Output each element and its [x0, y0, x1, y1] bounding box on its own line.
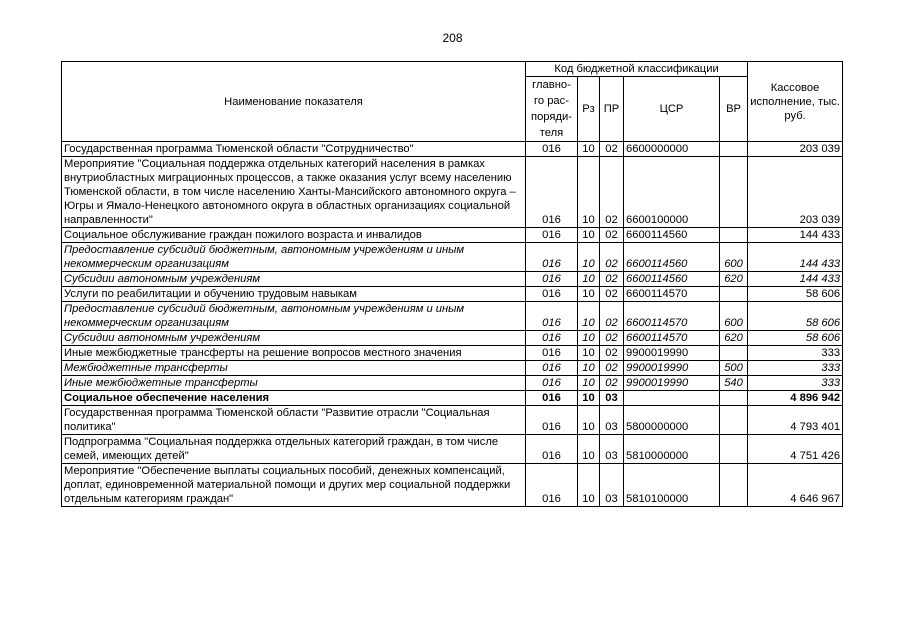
row-name: Мероприятие "Обеспечение выплаты социальных пособий, денежных компенсаций, доплат, единовременной материальной помощи и других мер социальной поддержки отдельным категориям граждан" [62, 464, 526, 507]
row-rz: 10 [578, 287, 600, 302]
row-csr: 9900019990 [624, 346, 720, 361]
row-glavny: 016 [526, 228, 578, 243]
row-vr [720, 228, 748, 243]
row-glavny: 016 [526, 272, 578, 287]
row-csr: 6600100000 [624, 157, 720, 228]
table-row [62, 406, 843, 435]
row-pr: 02 [600, 157, 624, 228]
row-amount: 4 896 942 [748, 391, 843, 406]
header-code-group: Код бюджетной классификации [526, 62, 748, 77]
row-glavny: 016 [526, 302, 578, 331]
table-row [62, 142, 843, 157]
row-csr: 6600114570 [624, 302, 720, 331]
row-rz: 10 [578, 272, 600, 287]
row-glavny: 016 [526, 157, 578, 228]
row-vr: 540 [720, 376, 748, 391]
row-pr: 02 [600, 228, 624, 243]
row-amount: 144 433 [748, 243, 843, 272]
row-rz: 10 [578, 346, 600, 361]
row-pr: 02 [600, 346, 624, 361]
table-row [62, 228, 843, 243]
row-pr: 02 [600, 287, 624, 302]
page-number: 208 [442, 31, 463, 45]
row-rz: 10 [578, 142, 600, 157]
row-rz: 10 [578, 406, 600, 435]
table-row [62, 346, 843, 361]
row-name: Предоставление субсидий бюджетным, автономным учреждениям и иным некоммерческим организациям [62, 243, 526, 272]
row-name: Иные межбюджетные трансферты на решение вопросов местного значения [62, 346, 526, 361]
row-csr: 5810000000 [624, 435, 720, 464]
row-vr [720, 142, 748, 157]
row-glavny: 016 [526, 142, 578, 157]
row-amount: 144 433 [748, 272, 843, 287]
row-name: Межбюджетные трансферты [62, 361, 526, 376]
row-glavny: 016 [526, 346, 578, 361]
row-csr: 6600114560 [624, 228, 720, 243]
row-pr: 02 [600, 142, 624, 157]
row-rz: 10 [578, 157, 600, 228]
row-amount: 333 [748, 361, 843, 376]
row-glavny: 016 [526, 361, 578, 376]
row-csr: 6600114560 [624, 272, 720, 287]
row-amount: 203 039 [748, 157, 843, 228]
row-pr: 02 [600, 331, 624, 346]
row-amount: 58 606 [748, 331, 843, 346]
row-name: Подпрограмма "Социальная поддержка отдельных категорий граждан, в том числе семей, имеющих детей" [62, 435, 526, 464]
header-rz: Рз [578, 77, 600, 142]
table-row [62, 331, 843, 346]
row-pr: 02 [600, 243, 624, 272]
row-pr: 02 [600, 376, 624, 391]
row-csr: 6600114570 [624, 331, 720, 346]
row-name: Услуги по реабилитации и обучению трудовым навыкам [62, 287, 526, 302]
row-vr: 620 [720, 272, 748, 287]
row-rz: 10 [578, 302, 600, 331]
row-csr: 5810100000 [624, 464, 720, 507]
table-row [62, 361, 843, 376]
row-name: Иные межбюджетные трансферты [62, 376, 526, 391]
table-row [62, 464, 843, 507]
row-amount: 4 751 426 [748, 435, 843, 464]
row-csr: 9900019990 [624, 361, 720, 376]
row-glavny: 016 [526, 464, 578, 507]
header-csr: ЦСР [624, 77, 720, 142]
row-pr: 03 [600, 464, 624, 507]
row-glavny: 016 [526, 287, 578, 302]
table-row [62, 376, 843, 391]
table-row [62, 435, 843, 464]
row-vr: 620 [720, 331, 748, 346]
header-vr: ВР [720, 77, 748, 142]
row-csr [624, 391, 720, 406]
header-glavny: главно- го рас- поряди- теля [526, 77, 578, 142]
row-rz: 10 [578, 391, 600, 406]
row-glavny: 016 [526, 391, 578, 406]
row-amount: 203 039 [748, 142, 843, 157]
row-vr [720, 287, 748, 302]
budget-table [61, 61, 843, 507]
row-rz: 10 [578, 243, 600, 272]
table-row [62, 287, 843, 302]
row-vr [720, 157, 748, 228]
table-row [62, 302, 843, 331]
row-name: Субсидии автономным учреждениям [62, 272, 526, 287]
row-glavny: 016 [526, 331, 578, 346]
row-name: Социальное обслуживание граждан пожилого возраста и инвалидов [62, 228, 526, 243]
table-row [62, 272, 843, 287]
row-vr [720, 346, 748, 361]
row-glavny: 016 [526, 406, 578, 435]
row-vr: 600 [720, 302, 748, 331]
row-vr: 500 [720, 361, 748, 376]
row-vr [720, 435, 748, 464]
row-rz: 10 [578, 228, 600, 243]
row-vr [720, 406, 748, 435]
row-amount: 58 606 [748, 302, 843, 331]
header-pr: ПР [600, 77, 624, 142]
table-row [62, 243, 843, 272]
table-row [62, 157, 843, 228]
row-name: Субсидии автономным учреждениям [62, 331, 526, 346]
row-glavny: 016 [526, 243, 578, 272]
header-name: Наименование показателя [62, 62, 526, 142]
row-csr: 6600114560 [624, 243, 720, 272]
row-amount: 58 606 [748, 287, 843, 302]
row-rz: 10 [578, 435, 600, 464]
row-glavny: 016 [526, 376, 578, 391]
row-rz: 10 [578, 361, 600, 376]
row-csr: 9900019990 [624, 376, 720, 391]
row-name: Предоставление субсидий бюджетным, автономным учреждениям и иным некоммерческим организациям [62, 302, 526, 331]
row-amount: 333 [748, 346, 843, 361]
row-name: Социальное обеспечение населения [62, 391, 526, 406]
row-pr: 03 [600, 406, 624, 435]
row-pr: 02 [600, 302, 624, 331]
row-name: Государственная программа Тюменской области "Развитие отрасли "Социальная политика" [62, 406, 526, 435]
table-row [62, 391, 843, 406]
row-rz: 10 [578, 376, 600, 391]
row-rz: 10 [578, 464, 600, 507]
row-name: Мероприятие "Социальная поддержка отдельных категорий населения в рамках внутриобластных миграционных процессов, а также оказания услуг всему населению Тюменской области, в том числе населению Ханты-Мансийского автономного округа – Югры и Ямало-Ненецкого автономного округа в областных организациях социальной направленности" [62, 157, 526, 228]
row-vr [720, 464, 748, 507]
header-amount: Кассовое исполнение, тыс. руб. [748, 62, 843, 142]
row-pr: 03 [600, 435, 624, 464]
row-rz: 10 [578, 331, 600, 346]
row-pr: 02 [600, 361, 624, 376]
row-amount: 4 646 967 [748, 464, 843, 507]
row-amount: 4 793 401 [748, 406, 843, 435]
row-csr: 5800000000 [624, 406, 720, 435]
row-csr: 6600114570 [624, 287, 720, 302]
row-vr [720, 391, 748, 406]
row-csr: 6600000000 [624, 142, 720, 157]
row-glavny: 016 [526, 435, 578, 464]
row-pr: 02 [600, 272, 624, 287]
row-amount: 333 [748, 376, 843, 391]
row-pr: 03 [600, 391, 624, 406]
row-name: Государственная программа Тюменской области "Сотрудничество" [62, 142, 526, 157]
row-amount: 144 433 [748, 228, 843, 243]
row-vr: 600 [720, 243, 748, 272]
